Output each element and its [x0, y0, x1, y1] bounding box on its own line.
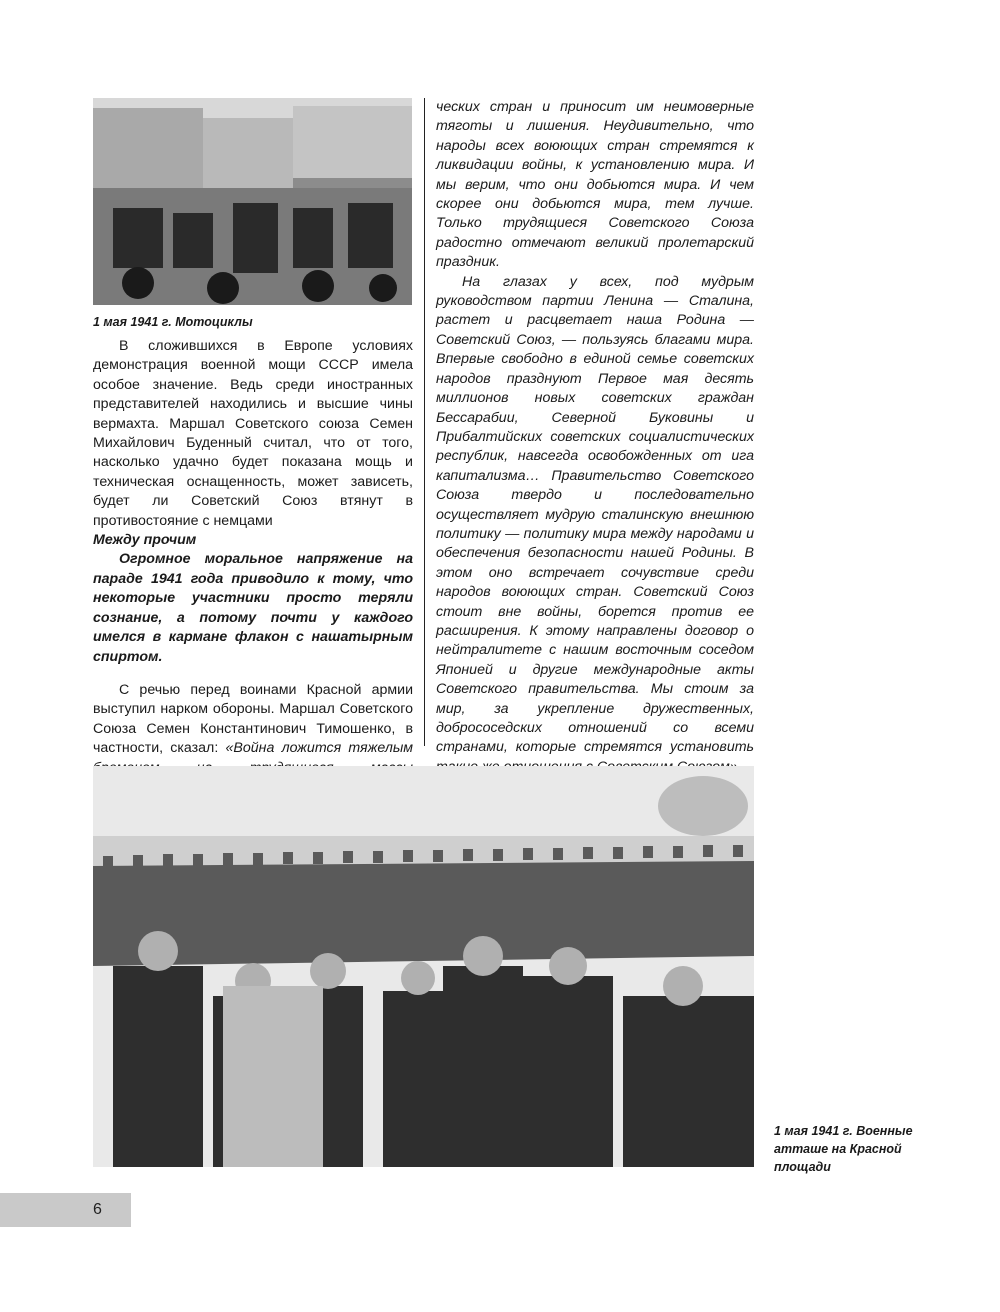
military-attaches-photo — [93, 766, 754, 1167]
column-divider — [424, 98, 425, 746]
quote-paragraph: ческих стран и приносит им неимоверные тяготы и лишения. Неудивительно, что народы всех воюющих стран стремятся к ликвидации войны, к установлению мира. И мы верим, что они добьются мира. И чем скорее они добьются мира, тем лучше. Только трудящиеся Советского Союза радостно отмечают великий пролетарский праздник. — [436, 99, 754, 271]
photo-caption-attaches: 1 мая 1941 г. Военные атташе на Красной площади — [774, 1124, 913, 1174]
quote-text: «Война ложится тяжелым — [225, 740, 413, 757]
aside-title: Между прочим — [93, 532, 197, 549]
photo-caption-motorcycles: 1 мая 1941 г. Мотоциклы — [93, 315, 253, 329]
aside-text: Огромное моральное напряжение на параде 1941 года приводило к тому, что некоторые участники просто теряли сознание, а потому почти у каждого имелся в кармане флакон с нашатырным спиртом. — [93, 551, 413, 665]
paragraph-text: С речью перед воинами Красной армии выступил нарком обороны. Маршал Советского Союза Семен Константинович Тимошенко, в частности, сказал: — [93, 681, 413, 757]
page-number: 6 — [0, 1193, 131, 1227]
left-column — [93, 337, 413, 797]
body-paragraph: В сложившихся в Европе условиях демонстрация военной мощи СССР имела особое значение. Ведь среди иностранных представителей находились и высшие чины вермахта. Маршал Советского союза Семен Михайлович Буденный считал, что от того, насколько удачно будет показана мощь и техническая оснащенность, может зависеть, будет ли Советский Союз втянут в противостояние с немцами — [93, 338, 413, 529]
motorcycle-parade-photo — [93, 98, 412, 305]
quote-paragraph: На глазах у всех, под мудрым руководством партии Ленина — Сталина, растет и расцветает наша Родина — Советский Союз, — пользуясь благами мира. Впервые свободно в единой семье советских народов празднуют Первое мая десять миллионов новых советских граждан Бессарабии, Северной Буковины и Прибалтийских советских социалистических республик, навсегда освобожденных от ига капитализма… Правительство Советского Союза твердо и последовательно осуществляет мудрую сталинскую внешнюю политику — политику мира между народами и обеспечения безопасности нашей Родины. В этом оно встречает сочувствие среди народов воюющих стран. Советский Союз стоит вне войны, борется против ее расширения. К этому направлены договор о нейтралитете с нашим восточным соседом Японией и другие международные акты Советского правительства. Мы стоим за мир, за укрепление дружественных, добрососедских отношений со всеми странами, которые стремятся установить — [436, 273, 754, 756]
right-column — [436, 98, 754, 816]
